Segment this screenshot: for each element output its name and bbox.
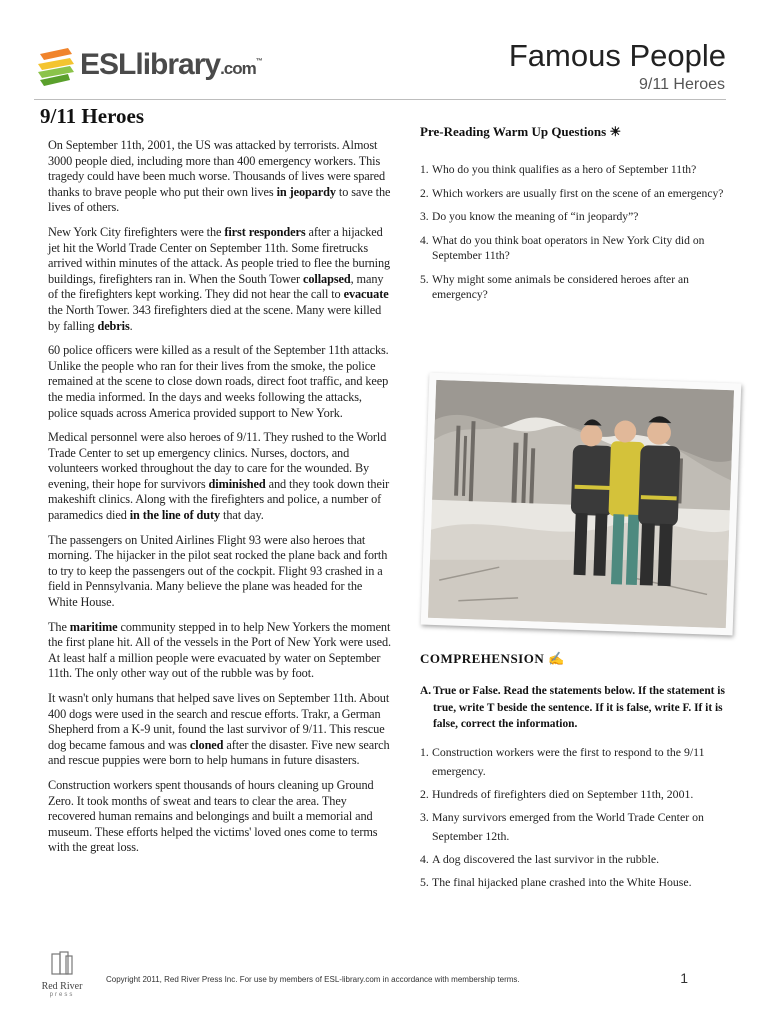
page-number: 1 <box>680 970 688 986</box>
item-number: 2. <box>420 186 429 200</box>
warmup-question <box>420 209 730 225</box>
vocabulary-term: maritime <box>69 619 118 634</box>
item-number: 1. <box>420 163 429 176</box>
comprehension-statement <box>420 785 730 804</box>
item-text: Why might some animals be considered heroes after an emergency? <box>432 272 689 301</box>
article-text: after a hijacked jet hit the World Trade Center on September 11th. Some firetrucks arrived within minutes of the attack. As people tried to flee the burning buildings, firefighters ran in. When the South Tower <box>48 224 391 286</box>
article-paragraph <box>48 778 392 856</box>
item-number: 5. <box>420 875 429 889</box>
comprehension-statement <box>420 743 730 781</box>
article-text: On September 11th, 2001, the US was attacked by terrorists. Almost 3000 people died, including more than 400 emergency workers. This tragedy could have been much worse. Thousands of lives were spared thanks to brave people who put their own lives <box>48 138 386 199</box>
item-number: 2. <box>420 787 429 801</box>
item-number: 3. <box>420 210 429 223</box>
item-number: 5. <box>420 272 429 286</box>
vocabulary-term: evacuate <box>343 287 389 302</box>
comprehension-instructions: A. True or False. Read the statements below. If the statement is true, write T beside the sentence. If it is false, write F. If it is false, correct the information. <box>420 685 725 730</box>
vocabulary-term: collapsed <box>303 271 351 286</box>
comprehension-statement <box>420 850 730 869</box>
article-paragraph <box>48 430 392 524</box>
article-text: 60 police officers were killed as a result of the September 11th attacks. Unlike the people who ran for their lives from the smoke, the police remained at the scene to close down roads, direct foot traffic, and keep the media informed. In the days and weeks following the attacks, police squads across America provided support to New York. <box>48 343 389 420</box>
article-text: that day. <box>220 508 264 523</box>
firefighters-illustration <box>421 373 742 636</box>
item-text: Who do you think qualifies as a hero of September 11th? <box>432 163 697 176</box>
item-text: What do you think boat operators in New York City did on September 11th? <box>432 233 705 262</box>
item-number: 1. <box>420 745 429 759</box>
article-paragraph <box>48 620 392 682</box>
article-text: The <box>48 619 70 634</box>
article-text: . <box>129 318 133 333</box>
article-text: It wasn't only humans that helped save lives on September 11th. About 400 dogs were used in the search and rescue efforts. Trakr, a German Shepherd from a K-9 unit, found the last survivor of 9/11. This rescue dog became famous and was <box>48 691 390 752</box>
comprehension-statement-list <box>420 743 730 896</box>
item-text: Which workers are usually first on the scene of an emergency? <box>432 186 724 200</box>
warmup-question <box>420 186 730 202</box>
page-title: Famous People <box>508 38 726 73</box>
article-text: Construction workers spent thousands of hours cleaning up Ground Zero. It took months of sweat and tears to clear the area. They recovered human remains and belongings and built a memorial and museum. These efforts helped the victims' loved ones come to terms with the great loss. <box>48 777 378 855</box>
article-text: and they took down their makeshift clinics. Along with the firefighters and police, a number of paramedics died <box>48 476 390 523</box>
vocabulary-term: in the line of duty <box>129 508 221 523</box>
article-text: after the disaster. Five new search and rescue puppies were born to help humans in future disasters. <box>48 737 390 768</box>
article-text: community stepped in to help New Yorkers the moment the first plane hit. All of the vessels in the Port of New York were used. At least half a million people were evacuated by water on September 11th. The only other way out of the rubble was by foot. <box>48 619 392 681</box>
warmup-question <box>420 233 730 264</box>
article-text: New York City firefighters were the <box>48 224 225 239</box>
article-text: to save the lives of others. <box>48 184 391 215</box>
item-number: 4. <box>420 233 429 247</box>
comprehension-statement <box>420 808 730 846</box>
warmup-question <box>420 162 730 178</box>
article-text: The passengers on United Airlines Flight 93 were also heroes that morning. The hijacker in the pilot seat rocked the plane back and forth to try to keep the passengers out of the cockpit. Flight 93 crashed in a field in Pennsylvania. Many believe the plane was headed for the White House. <box>48 532 388 610</box>
item-text: Many survivors emerged from the World Trade Center on September 12th. <box>432 810 704 843</box>
item-text: Do you know the meaning of “in jeopardy”? <box>432 210 639 223</box>
article-paragraph <box>48 138 392 216</box>
warmup-question-list <box>420 162 730 311</box>
warmup-heading: Pre-Reading Warm Up Questions ☀ <box>420 124 622 139</box>
vocabulary-term: cloned <box>189 737 224 752</box>
item-text: Construction workers were the first to respond to the 9/11 emergency. <box>432 745 705 778</box>
article-paragraph <box>48 533 392 611</box>
copyright-text: Copyright 2011, Red River Press Inc. For use by members of ESL-library.com in accordance with membership terms. <box>106 975 520 984</box>
book-stack-icon <box>49 950 75 976</box>
item-number: 4. <box>420 852 429 866</box>
sun-icon: ☀ <box>609 124 622 139</box>
red-river-press-logo: Red River press <box>34 950 90 1012</box>
article-title: 9/11 Heroes <box>40 104 145 128</box>
article-text: the North Tower. 343 firefighters died at the scene. Many were killed by falling <box>48 302 382 333</box>
item-text: A dog discovered the last survivor in the rubble. <box>432 852 660 866</box>
article-text: , many of the firefighters kept working. They did not hear the call to <box>48 271 384 302</box>
item-number: 3. <box>420 810 429 824</box>
books-logo-icon <box>34 44 76 88</box>
vocabulary-term: in jeopardy <box>276 184 336 199</box>
vocabulary-term: debris <box>97 318 130 333</box>
article-paragraph <box>48 691 392 769</box>
item-text: The final hijacked plane crashed into the White House. <box>432 875 692 889</box>
article-body <box>48 138 392 865</box>
article-paragraph <box>48 225 392 334</box>
vocabulary-term: diminished <box>208 476 266 491</box>
esl-library-logo[interactable] <box>34 44 274 94</box>
logo-wordmark: ESLlibrary.com™ <box>80 48 262 81</box>
header-divider <box>34 99 726 100</box>
warmup-question <box>420 272 730 303</box>
comprehension-statement <box>420 873 730 892</box>
page-subtitle: 9/11 Heroes <box>639 76 725 93</box>
article-paragraph <box>48 343 392 421</box>
comprehension-heading: COMPREHENSION ✍ <box>420 651 565 666</box>
item-text: Hundreds of firefighters died on September 11th, 2001. <box>432 787 694 801</box>
vocabulary-term: first responders <box>224 224 306 239</box>
article-text: Medical personnel were also heroes of 9/11. They rushed to the World Trade Center to set up emergency clinics. Nurses, doctors, and volunteers worked throughout the day to care for the wounded. By evening, their hope for survivors <box>48 430 387 491</box>
pencil-icon: ✍ <box>547 651 565 666</box>
